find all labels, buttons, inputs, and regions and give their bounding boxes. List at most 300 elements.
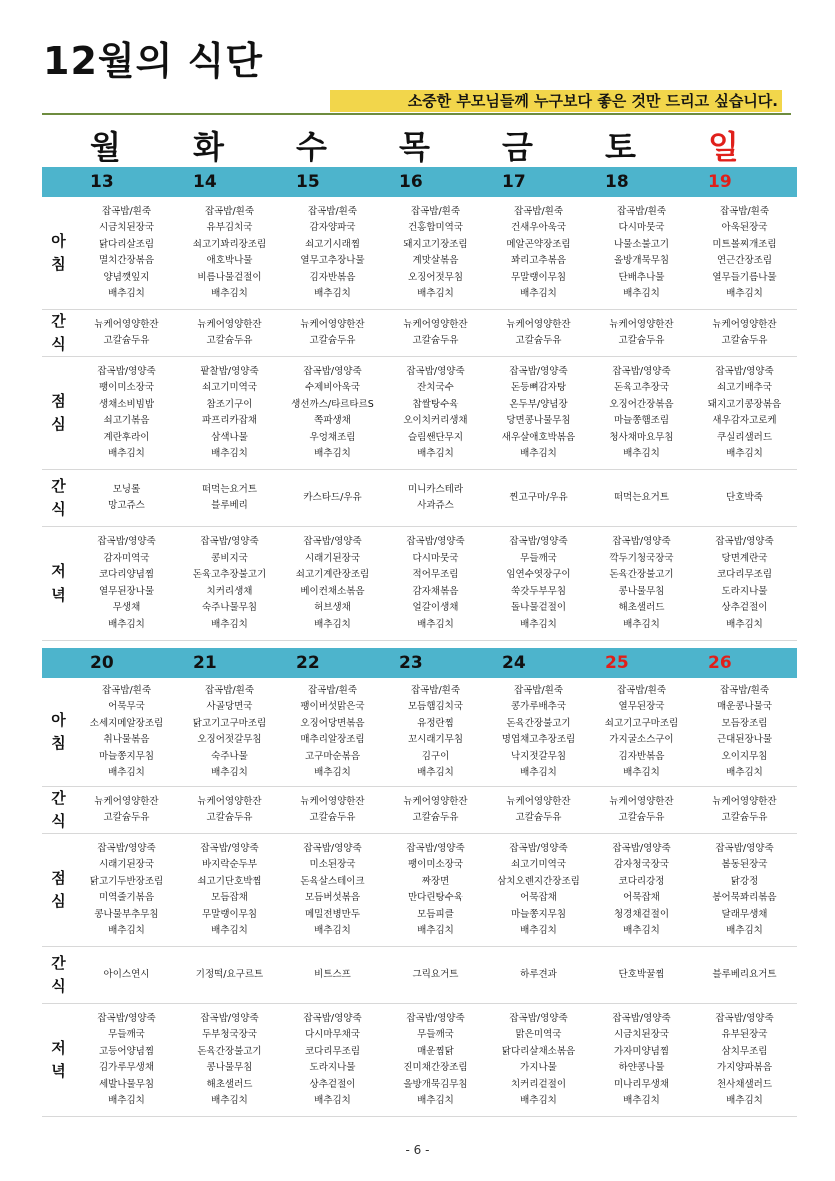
menu-item: 짜장면: [421, 875, 450, 887]
menu-cell: [75, 470, 178, 526]
menu-item: 돈육간장불고기: [609, 569, 674, 580]
menu-item: 잡곡밥/영양죽: [97, 842, 156, 854]
menu-item: 배추김치: [520, 618, 557, 630]
menu-item: 배추김치: [623, 767, 660, 778]
menu-item: 잡곡밥/영양죽: [715, 842, 774, 854]
menu-item: 팽이버섯맑은국: [300, 701, 365, 712]
menu-item: 비름나물겉절이: [197, 271, 262, 283]
menu-item: 낙지젓갈무침: [510, 750, 567, 762]
menu-item: 무말랭이무침: [201, 908, 258, 920]
menu-item: 쇠고기배추국: [716, 382, 773, 393]
menu-item: 미소된장국: [309, 859, 356, 870]
menu-item: 오이치커리생채: [403, 415, 468, 426]
week-block-2: [42, 648, 797, 1117]
meal-row-snack-am: [42, 787, 797, 834]
menu-item: 삼색나물: [211, 431, 248, 443]
menu-item: 어묵잡채: [623, 892, 660, 903]
menu-item: 잡곡밥/영양죽: [406, 536, 465, 547]
menu-item: 코다리무조림: [716, 569, 773, 580]
menu-item: 배추김치: [520, 448, 557, 459]
menu-item: 배추김치: [314, 767, 351, 778]
menu-item: 고칼슘두유: [618, 335, 665, 346]
menu-item: 코다리양념찜: [98, 569, 155, 580]
meal-label-char: 간: [51, 953, 66, 972]
menu-item: 하얀콩나물: [618, 1062, 665, 1073]
menu-item: 올방개묵김무침: [403, 1078, 468, 1090]
menu-item: 배추김치: [623, 1095, 660, 1106]
menu-item: 잡곡밥/영양죽: [303, 536, 362, 547]
menu-cell: [178, 357, 281, 469]
menu-item: 감자미역국: [103, 552, 150, 564]
menu-cell: [487, 527, 590, 640]
menu-item: 아이스연시: [103, 968, 150, 980]
menu-item: 건홍합미역국: [407, 222, 464, 233]
menu-item: 슬림쌘단무지: [407, 431, 464, 443]
menu-item: 미트볼찌개조림: [712, 238, 777, 250]
menu-cell: [693, 947, 796, 1003]
menu-item: 청사채마요무침: [609, 431, 674, 443]
meal-label: [42, 197, 75, 309]
menu-item: 배추김치: [623, 925, 660, 936]
menu-cell: [75, 527, 178, 640]
menu-item: 김가루무생채: [98, 1062, 155, 1073]
menu-cell: [487, 834, 590, 946]
menu-cell: [487, 787, 590, 833]
menu-item: 코다리무조림: [304, 1045, 361, 1057]
page-title: 12월의 식단: [43, 39, 263, 83]
menu-cell: [75, 1004, 178, 1116]
menu-item: 쪽파생채: [314, 415, 351, 426]
menu-item: 돈육고추장국: [613, 382, 670, 393]
menu-cell: [178, 310, 281, 356]
menu-item: 콩나물부추무침: [94, 908, 159, 920]
menu-item: 잡곡밥/흰죽: [513, 684, 564, 696]
menu-item: 단호박꿀찜: [618, 968, 665, 980]
menu-item: 잡곡밥/흰죽: [204, 684, 255, 696]
menu-item: 단호박죽: [726, 491, 763, 503]
menu-item: 잡곡밥/영양죽: [406, 842, 465, 854]
menu-item: 모닝롤: [112, 483, 141, 495]
meal-label-char: 식: [51, 977, 66, 995]
menu-item: 진미채간장조림: [403, 1062, 468, 1073]
menu-item: 당면콩나물무침: [506, 415, 571, 426]
menu-item: 배추김치: [726, 618, 763, 630]
menu-cell: [281, 197, 384, 309]
date-number: 25: [605, 653, 629, 673]
menu-cell: [384, 947, 487, 1003]
menu-item: 적어무조림: [412, 569, 459, 580]
menu-item: 가지굴소스구이: [609, 734, 674, 745]
date-number: 17: [502, 172, 526, 192]
menu-item: 고칼슘두유: [206, 335, 253, 346]
menu-item: 시금치된장국: [98, 222, 155, 233]
menu-item: 잡곡밥/영양죽: [715, 1012, 774, 1024]
menu-cell: [281, 310, 384, 356]
menu-item: 고칼슘두유: [309, 335, 356, 346]
menu-item: 잡곡밥/흰죽: [307, 684, 358, 696]
menu-item: 오징어간장볶음: [609, 398, 674, 410]
menu-item: 배추김치: [211, 925, 248, 936]
meal-label: [42, 787, 75, 833]
weekday-wed: 수: [296, 128, 327, 166]
menu-cell: [487, 310, 590, 356]
menu-item: 사과쥬스: [417, 500, 454, 511]
menu-item: 배추김치: [520, 925, 557, 936]
menu-item: 허브생채: [314, 602, 351, 613]
menu-item: 애호박나물: [206, 255, 253, 266]
menu-item: 잡곡밥/영양죽: [200, 842, 259, 854]
menu-item: 꽈리고추볶음: [510, 255, 567, 266]
menu-cell: [178, 787, 281, 833]
menu-item: 마늘쫑햄조림: [613, 415, 670, 426]
menu-item: 사골당면국: [206, 701, 253, 712]
meal-label-char: 간: [51, 311, 66, 330]
meal-row-dinner: [42, 1004, 797, 1117]
menu-item: 뉴케어영양한잔: [300, 318, 365, 330]
meal-row-snack-pm: [42, 470, 797, 527]
menu-item: 닭강정: [730, 875, 759, 887]
meal-label-char: 점: [51, 391, 66, 410]
menu-cell: [178, 1004, 281, 1116]
menu-cell: [384, 834, 487, 946]
meal-label-char: 식: [51, 500, 66, 518]
menu-item: 잡곡밥/영양죽: [303, 1012, 362, 1024]
menu-item: 김자반볶음: [618, 750, 665, 762]
menu-item: 청경채겉절이: [613, 908, 670, 920]
menu-item: 닭고기두반장조림: [89, 875, 164, 887]
meal-label-char: 저: [51, 562, 66, 581]
menu-item: 소세지메알장조림: [89, 717, 164, 729]
menu-cell: [590, 787, 693, 833]
menu-item: 천사채샐러드: [716, 1078, 773, 1090]
menu-item: 잡곡밥/영양죽: [406, 1012, 465, 1024]
menu-item: 가지나물: [520, 1062, 557, 1073]
menu-item: 감자양파국: [309, 222, 356, 233]
menu-cell: [384, 1004, 487, 1116]
menu-cell: [281, 1004, 384, 1116]
menu-item: 배추김치: [314, 288, 351, 299]
menu-item: 수제비아욱국: [304, 382, 361, 393]
menu-item: 무들깨국: [108, 1029, 145, 1040]
menu-item: 멸치간장볶음: [98, 255, 155, 266]
weekday-fri: 금: [502, 128, 533, 166]
date-bar: [42, 648, 797, 678]
menu-item: 건새우아욱국: [510, 222, 567, 233]
menu-item: 시래기된장국: [304, 552, 361, 564]
menu-item: 기정떡/요구르트: [195, 968, 264, 980]
meal-row-lunch: [42, 834, 797, 947]
weekday-tue: 화: [193, 128, 224, 166]
menu-item: 잡곡밥/영양죽: [509, 536, 568, 547]
menu-item: 만다린탕수육: [407, 892, 464, 903]
menu-item: 배추김치: [520, 1095, 557, 1106]
menu-item: 쇠고기계란장조림: [295, 569, 370, 580]
menu-cell: [590, 310, 693, 356]
menu-item: 뉴케어영양한잔: [712, 795, 777, 807]
menu-item: 파프리카잡채: [201, 415, 258, 426]
menu-item: 배추김치: [417, 1095, 454, 1106]
menu-item: 시래기된장국: [98, 859, 155, 870]
menu-item: 바지락순두부: [201, 859, 258, 870]
menu-item: 돈육고추장불고기: [192, 569, 267, 580]
menu-cell: [487, 1004, 590, 1116]
menu-item: 생채소비빔밥: [98, 398, 155, 410]
menu-item: 고칼슘두유: [721, 335, 768, 346]
menu-item: 콩가루배추국: [510, 701, 567, 712]
menu-item: 망고쥬스: [108, 500, 145, 511]
menu-item: 팽이미소장국: [98, 382, 155, 393]
menu-cell: [281, 947, 384, 1003]
menu-item: 달래무생채: [721, 908, 768, 920]
menu-item: 고칼슘두유: [515, 812, 562, 823]
menu-cell: [384, 527, 487, 640]
menu-item: 배추김치: [314, 448, 351, 459]
menu-item: 계맛살볶음: [412, 255, 459, 266]
menu-item: 비트스프: [314, 968, 351, 980]
menu-item: 치커리겉절이: [510, 1078, 567, 1090]
menu-item: 오징어젓갈무침: [197, 734, 262, 745]
menu-item: 맑은미역국: [515, 1029, 562, 1040]
menu-item: 취나물볶음: [103, 734, 150, 745]
menu-item: 유정란찜: [417, 717, 454, 729]
menu-item: 배추김치: [314, 1095, 351, 1106]
menu-item: 고칼슘두유: [618, 812, 665, 823]
date-number: 22: [296, 653, 320, 673]
menu-item: 나물소불고기: [613, 238, 670, 250]
menu-item: 계란후라이: [103, 431, 150, 443]
menu-item: 고칼슘두유: [103, 812, 150, 823]
menu-item: 배추김치: [726, 448, 763, 459]
menu-item: 잡곡밥/영양죽: [509, 842, 568, 854]
menu-item: 배추김치: [314, 925, 351, 936]
title-divider: [42, 113, 791, 115]
menu-item: 떠먹는요거트: [201, 483, 258, 495]
menu-cell: [384, 470, 487, 526]
menu-item: 명엽채고추장조림: [501, 734, 576, 745]
menu-item: 잡곡밥/영양죽: [715, 365, 774, 377]
meal-label: [42, 470, 75, 526]
menu-item: 잡곡밥/영양죽: [200, 1012, 259, 1024]
menu-item: 배추김치: [108, 448, 145, 459]
menu-item: 고등어양념찜: [98, 1045, 155, 1057]
menu-item: 배추김치: [623, 618, 660, 630]
menu-item: 배추김치: [108, 1095, 145, 1106]
menu-item: 무말랭이무침: [510, 271, 567, 283]
menu-item: 임연수엿장구이: [506, 569, 571, 580]
menu-item: 뉴케어영양한잔: [609, 795, 674, 807]
page-number: - 6 -: [405, 1143, 430, 1157]
date-number: 15: [296, 172, 320, 192]
date-number: 26: [708, 653, 732, 673]
menu-cell: [693, 834, 796, 946]
menu-item: 근대된장나물: [716, 734, 773, 745]
menu-cell: [590, 197, 693, 309]
menu-item: 고칼슘두유: [103, 335, 150, 346]
menu-item: 돈육간장불고기: [506, 717, 571, 729]
menu-cell: [178, 197, 281, 309]
menu-cell: [693, 310, 796, 356]
menu-item: 쇠고기고구마조림: [604, 717, 679, 729]
menu-item: 어묵잡채: [520, 892, 557, 903]
menu-item: 쿠실리샐러드: [716, 431, 773, 443]
meal-label-char: 간: [51, 476, 66, 495]
menu-item: 잔치국수: [417, 382, 454, 393]
menu-cell: [281, 357, 384, 469]
meal-label: [42, 310, 75, 356]
menu-cell: [281, 470, 384, 526]
menu-item: 모듬피클: [417, 908, 454, 920]
menu-item: 뉴케어영양한잔: [197, 318, 262, 330]
menu-item: 돼지고기장조림: [403, 238, 468, 250]
menu-item: 블루베리: [211, 500, 248, 511]
meal-label: [42, 527, 75, 640]
menu-cell: [75, 834, 178, 946]
menu-cell: [75, 310, 178, 356]
menu-item: 유부김치국: [206, 222, 253, 233]
menu-item: 잡곡밥/영양죽: [715, 536, 774, 547]
menu-item: 잡곡밥/영양죽: [612, 842, 671, 854]
meal-label: [42, 947, 75, 1003]
menu-item: 뉴케어영양한잔: [609, 318, 674, 330]
meal-row-breakfast: [42, 678, 797, 787]
menu-item: 매운콩나물국: [716, 701, 773, 712]
menu-item: 배추김치: [108, 925, 145, 936]
menu-item: 봄동된장국: [721, 859, 768, 870]
menu-item: 열무된장국: [618, 701, 665, 712]
menu-item: 찹쌀탕수육: [412, 398, 459, 410]
menu-item: 상추겉절이: [721, 602, 768, 613]
menu-item: 돈육살스테이크: [300, 875, 365, 887]
date-bar: [42, 167, 797, 197]
menu-cell: [590, 834, 693, 946]
menu-item: 돈육간장불고기: [197, 1045, 262, 1057]
menu-item: 배추김치: [417, 767, 454, 778]
menu-item: 무들깨국: [417, 1029, 454, 1040]
menu-item: 모듬햄김치국: [407, 701, 464, 712]
menu-item: 잡곡밥/영양죽: [612, 1012, 671, 1024]
menu-item: 잡곡밥/흰죽: [719, 684, 770, 696]
menu-item: 유부된장국: [721, 1029, 768, 1040]
menu-cell: [75, 197, 178, 309]
menu-item: 돈등뼈감자탕: [510, 382, 567, 393]
menu-item: 뉴케어영양한잔: [94, 795, 159, 807]
menu-item: 상추겉절이: [309, 1078, 356, 1090]
menu-cell: [281, 678, 384, 786]
menu-item: 감자청국장국: [613, 859, 670, 870]
date-number: 14: [193, 172, 217, 192]
menu-item: 뉴케어영양한잔: [300, 795, 365, 807]
menu-item: 뉴케어영양한잔: [403, 318, 468, 330]
date-number: 16: [399, 172, 423, 192]
date-number: 23: [399, 653, 423, 673]
menu-item: 얼갈이생채: [412, 602, 459, 613]
menu-item: 오이지무침: [721, 750, 768, 762]
menu-item: 배추김치: [417, 618, 454, 630]
menu-cell: [384, 197, 487, 309]
menu-item: 찐고구마/우유: [509, 491, 568, 503]
menu-cell: [281, 834, 384, 946]
weekday-sat: 토: [605, 128, 636, 166]
meal-label-char: 심: [51, 415, 66, 433]
menu-item: 쑥갓두부무침: [510, 585, 567, 597]
menu-cell: [693, 678, 796, 786]
menu-item: 아욱된장국: [721, 222, 768, 233]
menu-item: 고구마순볶음: [304, 750, 361, 762]
menu-cell: [281, 787, 384, 833]
menu-item: 봉어묵꽈리볶음: [712, 892, 777, 903]
menu-item: 배추김치: [623, 288, 660, 299]
menu-item: 잡곡밥/흰죽: [513, 205, 564, 217]
menu-item: 꼬시래기무침: [407, 734, 464, 745]
menu-item: 팽이미소장국: [407, 859, 464, 870]
menu-item: 잡곡밥/영양죽: [612, 365, 671, 377]
menu-item: 배추김치: [417, 925, 454, 936]
menu-cell: [75, 787, 178, 833]
menu-item: 배추김치: [108, 767, 145, 778]
meal-label-char: 식: [51, 812, 66, 830]
meal-row-dinner: [42, 527, 797, 641]
menu-item: 배추김치: [211, 288, 248, 299]
menu-cell: [487, 470, 590, 526]
menu-item: 배추김치: [520, 288, 557, 299]
weekday-sun: 일: [708, 128, 739, 166]
menu-item: 잡곡밥/흰죽: [204, 205, 255, 217]
menu-item: 양념깻잎지: [103, 271, 150, 283]
menu-cell: [590, 357, 693, 469]
menu-item: 다시마뭇국: [618, 222, 665, 233]
menu-item: 매추리알장조림: [300, 734, 365, 745]
menu-cell: [693, 197, 796, 309]
menu-item: 배추김치: [623, 448, 660, 459]
menu-cell: [590, 947, 693, 1003]
date-number: 18: [605, 172, 629, 192]
menu-item: 쇠고기시래찜: [304, 238, 361, 250]
menu-item: 열무된장나물: [98, 585, 155, 597]
menu-cell: [590, 527, 693, 640]
menu-cell: [178, 678, 281, 786]
menu-cell: [178, 947, 281, 1003]
menu-item: 배추김치: [211, 1095, 248, 1106]
meal-label: [42, 357, 75, 469]
date-number: 24: [502, 653, 526, 673]
menu-item: 코다리강정: [618, 875, 665, 887]
menu-item: 잡곡밥/흰죽: [307, 205, 358, 217]
menu-item: 잡곡밥/영양죽: [97, 365, 156, 377]
meal-label-char: 녁: [51, 585, 66, 604]
menu-item: 참조기구이: [206, 398, 253, 410]
menu-item: 도라지나물: [721, 585, 768, 597]
weekday-thu: 목: [399, 128, 430, 166]
weekday-header: [42, 128, 797, 166]
menu-item: 김자반볶음: [309, 271, 356, 283]
menu-cell: [693, 470, 796, 526]
menu-item: 쇠고기미역국: [510, 859, 567, 870]
menu-item: 배추김치: [211, 448, 248, 459]
menu-item: 잡곡밥/영양죽: [303, 365, 362, 377]
menu-item: 무생채: [112, 602, 141, 613]
meal-row-breakfast: [42, 197, 797, 310]
menu-cell: [487, 947, 590, 1003]
meal-label-char: 침: [51, 255, 66, 273]
date-number: 20: [90, 653, 114, 673]
menu-item: 배추김치: [108, 288, 145, 299]
menu-item: 팥찰밥/영양죽: [200, 365, 259, 377]
meal-label-char: 녁: [51, 1062, 66, 1080]
menu-item: 숙주나물무침: [201, 602, 258, 613]
menu-item: 숙주나물: [211, 750, 248, 762]
menu-cell: [590, 1004, 693, 1116]
menu-item: 해초샐러드: [618, 602, 665, 613]
